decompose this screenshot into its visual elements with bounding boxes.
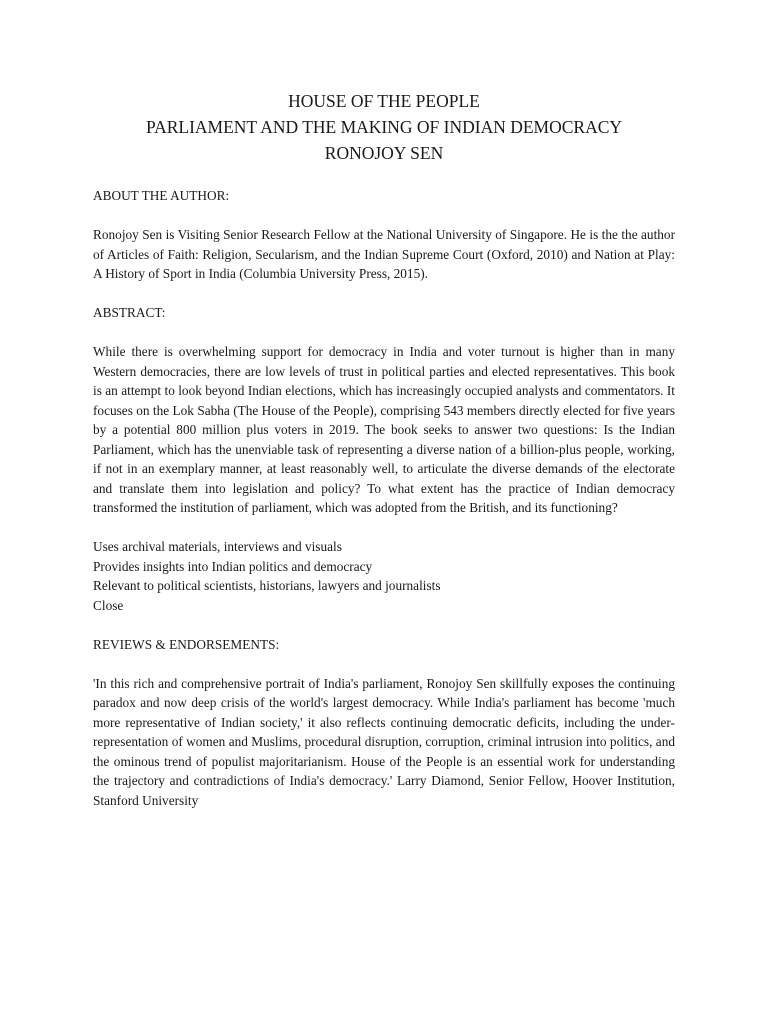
list-item: Relevant to political scientists, historians, lawyers and journalists [93, 578, 441, 593]
about-author-text: Ronojoy Sen is Visiting Senior Research Fellow at the National University of Singapore. He is the the author of Articles of Faith: Religion, Secularism, and the Indian Supreme Court (Oxford, 2010) and Nation at Play: A History of Sport in India (Columbia University Press, 2015). [93, 227, 675, 281]
about-author-heading: ABOUT THE AUTHOR: [93, 188, 230, 203]
book-title: HOUSE OF THE PEOPLE [288, 91, 480, 111]
abstract-text: While there is overwhelming support for democracy in India and voter turnout is higher than in many Western democracies, there are low levels of trust in political parties and elected representatives. This book is an attempt to look beyond Indian elections, which has increasingly occupied analysts and commentators. It focuses on the Lok Sabha (The House of the People), comprising 543 members directly elected for five years by a potential 800 million plus voters in 2019. The book seeks to answer two questions: Is the Indian Parliament, which has the unenviable task of representing a diverse nation of a billion-plus people, working, if not in an exemplary manner, at least reasonably well, to articulate the diverse demands of the electorate and translate them into legislation and policy? To what extent has the practice of Indian democracy transformed the institution of parliament, which was adopted from the British, and its functioning? [93, 344, 675, 515]
highlights-list [93, 537, 675, 615]
book-subtitle: PARLIAMENT AND THE MAKING OF INDIAN DEMOCRACY [145, 117, 623, 137]
abstract-heading: ABSTRACT: [93, 305, 166, 320]
list-item: Provides insights into Indian politics and democracy [93, 558, 373, 574]
close-text: Close [93, 597, 124, 613]
reviews-heading: REVIEWS & ENDORSEMENTS: [93, 636, 280, 652]
book-author: RONOJOY SEN [324, 143, 444, 163]
review-text: 'In this rich and comprehensive portrait of India's parliament, Ronojoy Sen skillfully exposes the continuing paradox and now deep crisis of the world's largest democracy. While India's parliament has become 'much more representative of Indian society,' it also reflects continuing democratic deficits, including the under-representation of women and Muslims, procedural disruption, corruption, criminal intrusion into politics, and the ominous trend of populist majoritarianism. House of the People is an essential work for understanding the trajectory and contradictions of India's democracy.' Larry Diamond, Senior Fellow, Hoover Institution, Stanford University [93, 675, 675, 808]
document-page [93, 88, 675, 830]
list-item: Uses archival materials, interviews and visuals [93, 539, 342, 554]
title-block [93, 88, 675, 166]
